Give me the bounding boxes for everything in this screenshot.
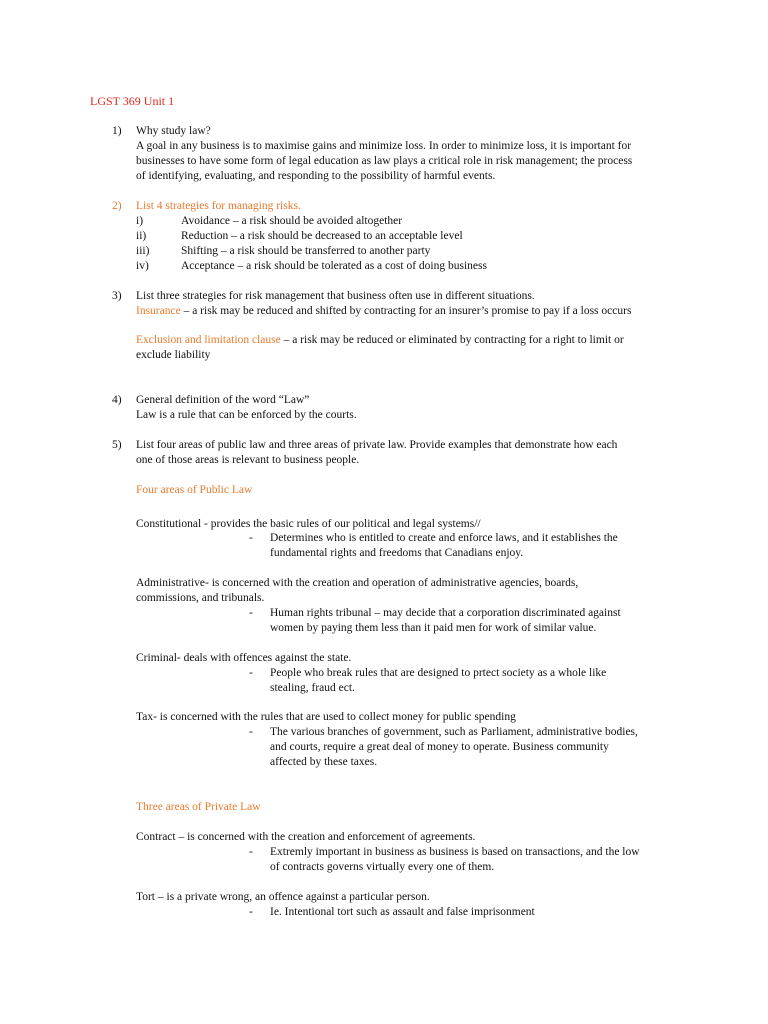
q1-number: 1) [112, 125, 122, 137]
contract-point-line-2: of contracts governs virtually every one of them. [270, 861, 495, 873]
bullet-dash: - [249, 726, 253, 738]
q5-question-line-1: List four areas of public law and three areas of private law. Provide examples that demonstrate how each [136, 439, 618, 451]
q3-question: List three strategies for risk management that business often use in different situations. [136, 290, 535, 302]
tort-heading: Tort – is a private wrong, an offence against a particular person. [136, 891, 430, 903]
public-law-heading: Four areas of Public Law [136, 484, 253, 496]
private-law-heading: Three areas of Private Law [136, 801, 261, 813]
q2-item-number: iv) [136, 260, 149, 272]
constitutional-point-line-1: Determines who is entitled to create and enforce laws, and it establishes the [270, 532, 618, 544]
administrative-point-line-2: women by paying them less than it paid men for work of similar value. [270, 622, 597, 634]
insurance-definition: – a risk may be reduced and shifted by contracting for an insurer’s promise to pay if a loss occurs [180, 305, 632, 317]
q2-question: List 4 strategies for managing risks. [136, 200, 301, 212]
q5-question-line-2: one of those areas is relevant to business people. [136, 454, 360, 466]
constitutional-heading: Constitutional - provides the basic rules of our political and legal systems// [136, 518, 481, 530]
q2-item-number: ii) [136, 230, 147, 242]
q3-insurance-line [136, 304, 631, 319]
q1-answer-line-1: A goal in any business is to maximise gains and minimize loss. In order to minimize loss, it is important for [136, 140, 632, 152]
contract-heading: Contract – is concerned with the creation and enforcement of agreements. [136, 831, 476, 843]
constitutional-point-line-2: fundamental rights and freedoms that Canadians enjoy. [270, 547, 524, 559]
criminal-point-line-2: stealing, fraud ect. [270, 682, 355, 694]
q4-number: 4) [112, 394, 122, 406]
tax-point-line-1: The various branches of government, such as Parliament, administrative bodies, [270, 726, 638, 738]
q2-item-text: Reduction – a risk should be decreased to an acceptable level [181, 230, 463, 242]
insurance-term: Insurance [136, 305, 181, 317]
tort-point-line-1: Ie. Intentional tort such as assault and false imprisonment [270, 906, 535, 918]
bullet-dash: - [249, 906, 253, 918]
q2-item-text: Acceptance – a risk should be tolerated as a cost of doing business [181, 260, 487, 272]
tax-point-line-2: and courts, require a great deal of money to operate. Business community [270, 741, 609, 753]
q2-item-number: i) [136, 215, 144, 227]
tax-point-line-3: affected by these taxes. [270, 756, 378, 768]
administrative-point-line-1: Human rights tribunal – may decide that a corporation discriminated against [270, 607, 621, 619]
q3-exclusion-line [136, 333, 624, 348]
bullet-dash: - [249, 532, 253, 544]
exclusion-definition: – a risk may be reduced or eliminated by contracting for a right to limit or [280, 334, 624, 346]
bullet-dash: - [249, 667, 253, 679]
q1-question: Why study law? [136, 125, 211, 137]
q2-number: 2) [112, 200, 122, 212]
administrative-heading-line-1: Administrative- is concerned with the creation and operation of administrative agencies, boards, [136, 577, 579, 589]
administrative-heading-line-2: commissions, and tribunals. [136, 592, 265, 604]
q2-item-text: Shifting – a risk should be transferred to another party [181, 245, 431, 257]
q2-item-number: iii) [136, 245, 150, 257]
criminal-point-line-1: People who break rules that are designed to prtect society as a whole like [270, 667, 607, 679]
q4-question: General definition of the word “Law” [136, 394, 310, 406]
tax-heading: Tax- is concerned with the rules that are used to collect money for public spending [136, 711, 516, 723]
q3-exclusion-line-2: exclude liability [136, 349, 211, 361]
contract-point-line-1: Extremly important in business as business is based on transactions, and the low [270, 846, 640, 858]
exclusion-term: Exclusion and limitation clause [136, 334, 281, 346]
bullet-dash: - [249, 846, 253, 858]
q1-answer-line-3: of identifying, evaluating, and responding to the possibility of harmful events. [136, 170, 496, 182]
q1-answer-line-2: businesses to have some form of legal education as law plays a critical role in risk management; the process [136, 155, 633, 167]
criminal-heading: Criminal- deals with offences against the state. [136, 652, 352, 664]
q5-number: 5) [112, 439, 122, 451]
document-title: LGST 369 Unit 1 [90, 94, 175, 108]
bullet-dash: - [249, 607, 253, 619]
q3-number: 3) [112, 290, 122, 302]
q4-answer: Law is a rule that can be enforced by the courts. [136, 409, 357, 421]
q2-item-text: Avoidance – a risk should be avoided altogether [181, 215, 403, 227]
